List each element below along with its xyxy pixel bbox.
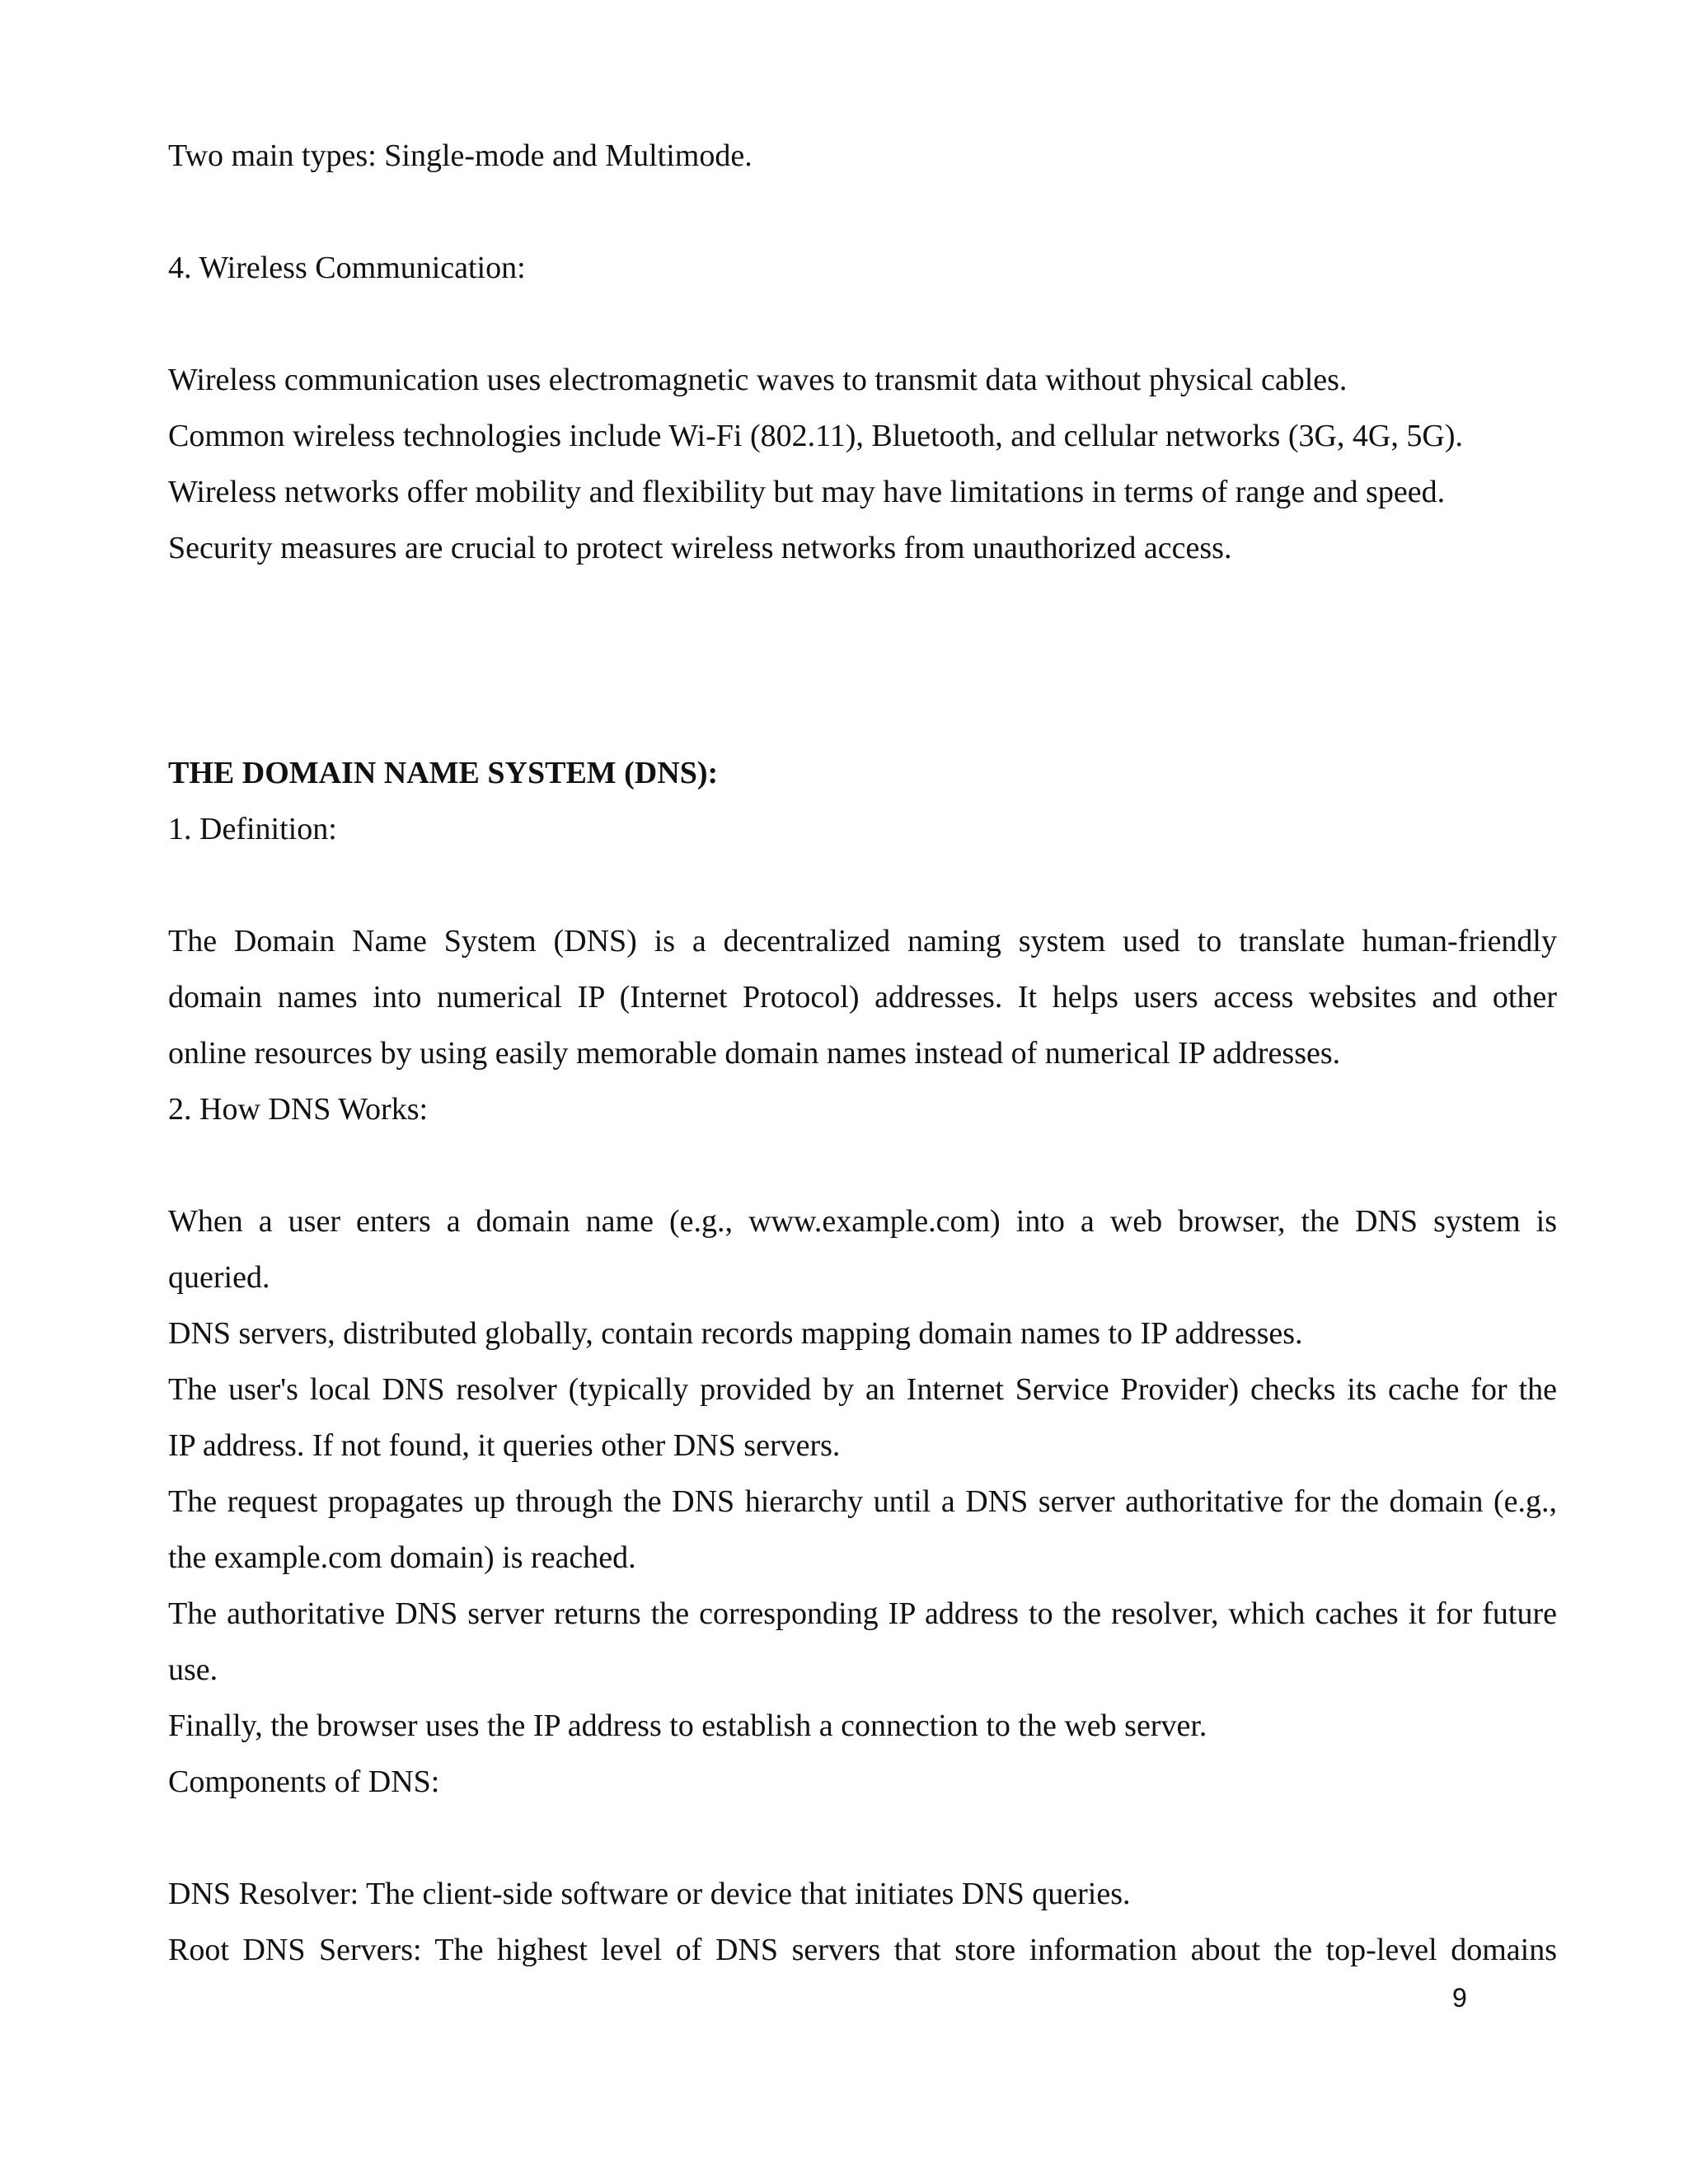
dns-definition-line: The Domain Name System (DNS) is a decentralized naming system used to translate human-friendly	[168, 924, 1557, 958]
wireless-line: Wireless networks offer mobility and flexibility but may have limitations in terms of range and speed.	[168, 475, 1446, 509]
dns-how-line: use.	[168, 1652, 218, 1687]
dns-section-title: THE DOMAIN NAME SYSTEM (DNS):	[168, 756, 719, 790]
wireless-line: Security measures are crucial to protect wireless networks from unauthorized access.	[168, 531, 1232, 565]
dns-how-heading: 2. How DNS Works:	[168, 1092, 429, 1127]
dns-how-line: the example.com domain) is reached.	[168, 1540, 636, 1575]
dns-how-line: When a user enters a domain name (e.g., www.example.com) into a web browser, the DNS system is	[168, 1204, 1557, 1239]
dns-components-heading: Components of DNS:	[168, 1765, 440, 1799]
dns-component-line: Root DNS Servers: The highest level of DNS servers that store information about the top-level domains	[168, 1933, 1557, 1967]
multimode-types-line: Two main types: Single-mode and Multimode.	[168, 138, 753, 173]
dns-definition-line: online resources by using easily memorable domain names instead of numerical IP addresses.	[168, 1036, 1341, 1071]
dns-how-line: The user's local DNS resolver (typically provided by an Internet Service Provider) checks its cache for the	[168, 1372, 1557, 1407]
wireless-line: Wireless communication uses electromagnetic waves to transmit data without physical cables.	[168, 363, 1348, 397]
wireless-heading: 4. Wireless Communication:	[168, 251, 526, 285]
dns-how-line: The request propagates up through the DNS hierarchy until a DNS server authoritative for the domain (e.g.,	[168, 1484, 1557, 1519]
dns-definition-heading: 1. Definition:	[168, 812, 337, 846]
page-number: 9	[1452, 1983, 1467, 2013]
dns-definition-line: domain names into numerical IP (Internet Protocol) addresses. It helps users access websites and other	[168, 980, 1557, 1015]
wireless-line: Common wireless technologies include Wi-Fi (802.11), Bluetooth, and cellular networks (3G, 4G, 5G).	[168, 419, 1463, 453]
dns-component-line: DNS Resolver: The client-side software or device that initiates DNS queries.	[168, 1877, 1131, 1911]
dns-how-line: queried.	[168, 1260, 270, 1295]
dns-how-line: IP address. If not found, it queries other DNS servers.	[168, 1428, 841, 1463]
dns-how-line: DNS servers, distributed globally, contain records mapping domain names to IP addresses.	[168, 1316, 1303, 1351]
dns-how-line: Finally, the browser uses the IP address to establish a connection to the web server.	[168, 1708, 1207, 1743]
dns-how-line: The authoritative DNS server returns the corresponding IP address to the resolver, which caches it for future	[168, 1596, 1557, 1631]
